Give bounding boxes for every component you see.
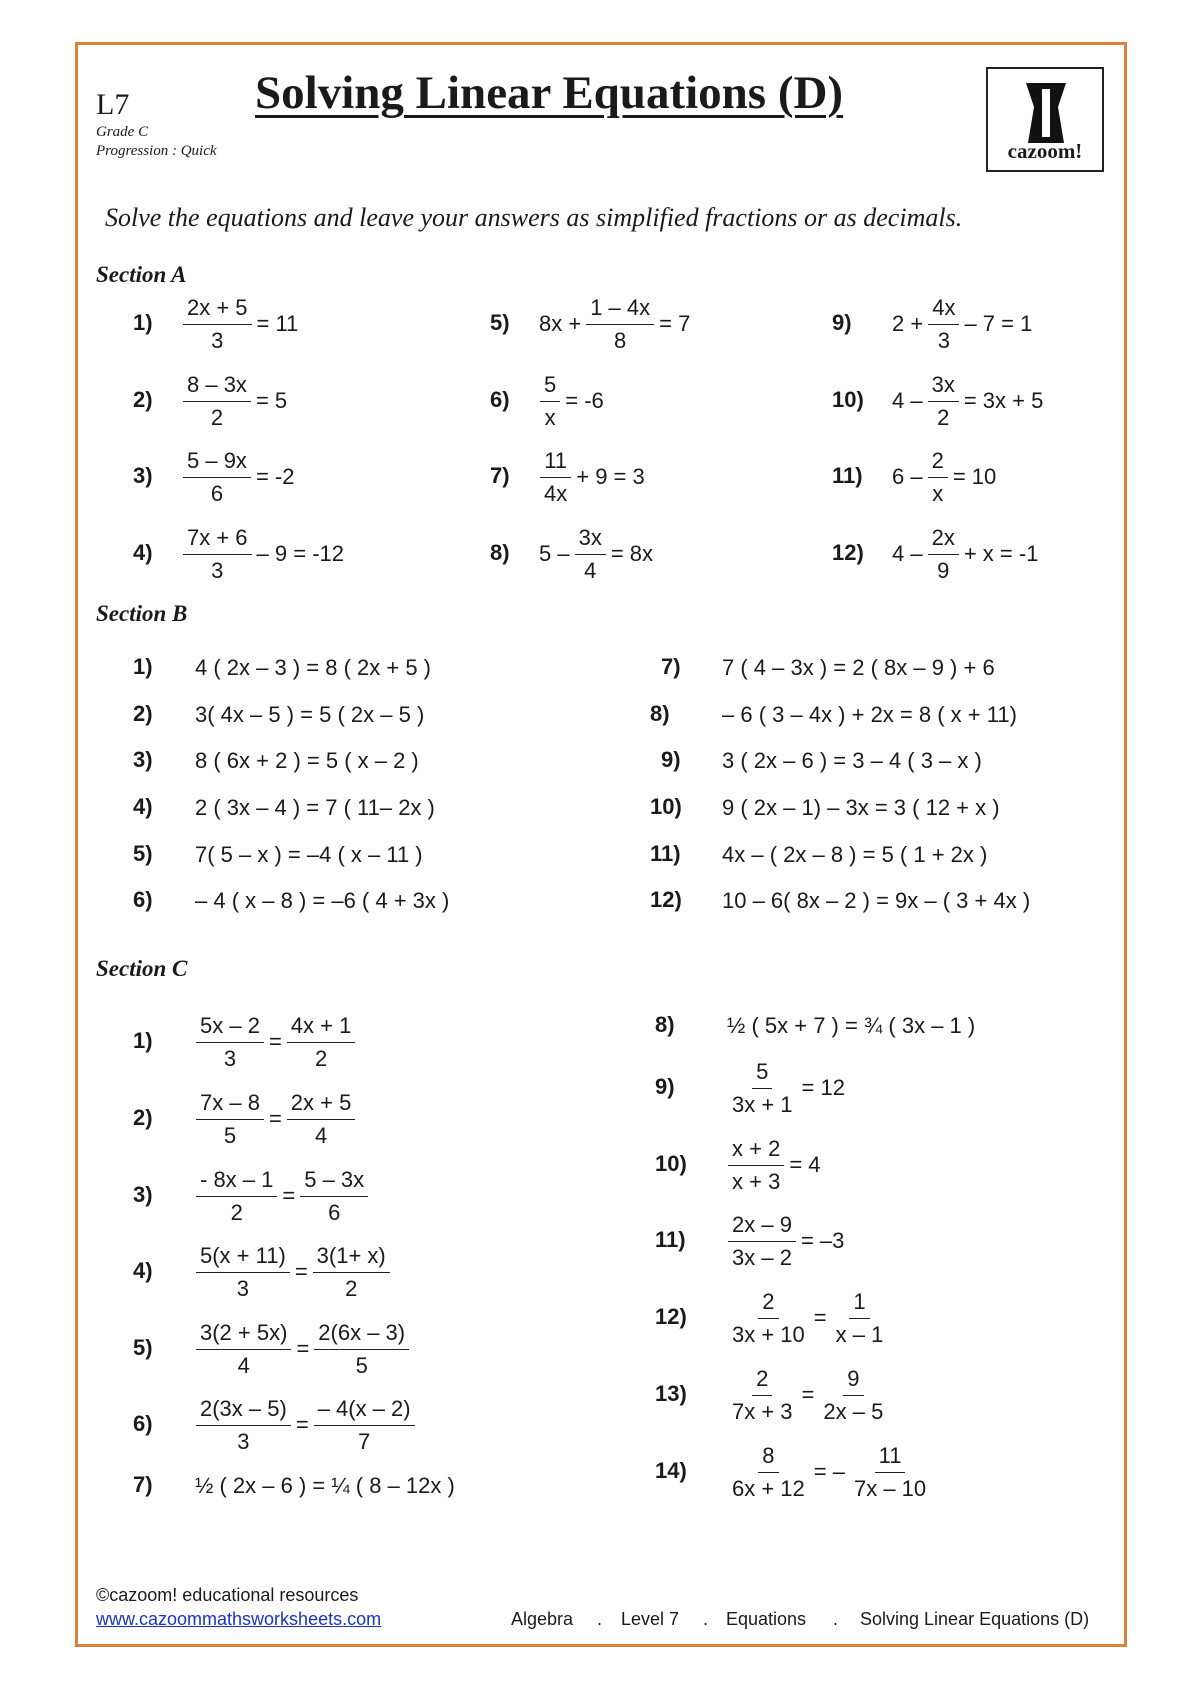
numerator: 7x + 6 [183,524,252,555]
section-b-question-number: 2) [133,701,153,726]
page-title: Solving Linear Equations (D) [255,67,844,119]
section-c-equation [725,1133,823,1197]
footer-level: Level 7 [621,1609,680,1629]
section-b-heading: Section B [96,601,188,626]
denominator: 2x – 5 [823,1398,884,1424]
section-c-question-number: 4) [133,1258,153,1283]
section-a-question-number: 7) [490,463,510,488]
fraction [540,447,571,508]
section-c-equation [193,1164,371,1228]
denominator: 3 [223,1045,237,1071]
numerator: 2 [758,1288,778,1319]
equation-text: + x = -1 [963,541,1039,566]
section-b-question-number: 4) [133,794,153,819]
section-a-question-number: 11) [832,463,863,488]
section-a-question-number: 4) [133,540,153,565]
section-a-equation [890,445,998,509]
fraction [728,1442,809,1503]
fraction [928,294,959,355]
denominator: 2 [230,1199,243,1225]
fraction [196,1319,291,1380]
section-c-question-number: 11) [655,1227,686,1252]
fraction [300,1166,368,1227]
numerator: 11 [875,1442,906,1473]
footer-dot: . [833,1609,839,1629]
denominator: 4 [314,1122,328,1148]
equation-text: 2 + [892,311,924,336]
numerator: 3x [575,524,606,555]
level-label: L7 [96,88,130,121]
footer-copyright: ©cazoom! educational resources [96,1585,359,1605]
equation-text: = 12 [801,1075,845,1100]
section-b-question-number: 3) [133,747,153,772]
equation-text: 4 – [892,541,923,566]
section-c-question-number: 9) [655,1074,675,1099]
denominator: x – 1 [835,1321,884,1347]
equation-text: ½ ( 5x + 7 ) = ¾ ( 3x – 1 ) [727,1013,976,1038]
numerator: 9 [843,1365,863,1396]
equation-text: = – [813,1459,845,1484]
fraction [183,524,252,585]
denominator: 3x + 1 [732,1091,793,1117]
equation-text: = [294,1259,308,1284]
section-b-question-number: 5) [133,841,153,866]
equation-text: = 11 [256,311,299,336]
equation-text: ½ ( 2x – 6 ) = ¼ ( 8 – 12x ) [195,1473,455,1498]
denominator: 6 [328,1199,341,1225]
denominator: 7 [358,1428,371,1454]
numerator: 4x [928,294,959,325]
footer-topic: Algebra [511,1609,574,1629]
fraction [314,1319,409,1380]
numerator: 2(3x – 5) [196,1395,291,1426]
fraction [728,1135,784,1196]
grade-label: Grade C [96,124,149,140]
equation-text: 5 – [539,541,570,566]
fraction [819,1365,887,1426]
footer-dot: . [703,1609,709,1629]
equation-text: = 3x + 5 [963,388,1044,413]
section-c-question-number: 5) [133,1335,153,1360]
denominator: 6x + 12 [732,1475,805,1501]
fraction [850,1442,930,1503]
equation-text: 10 – 6( 8x – 2 ) = 9x – ( 3 + 4x ) [722,888,1031,913]
denominator: 2 [210,404,224,430]
numerator: 5x – 2 [196,1012,264,1043]
fraction [314,1395,415,1456]
numerator: 2(6x – 3) [314,1319,409,1350]
numerator: 8 [758,1442,778,1473]
section-c-question-number: 12) [655,1304,687,1329]
fraction [196,1166,277,1227]
section-a-equation [890,369,1045,433]
section-a-question-number: 9) [832,310,852,335]
numerator: 5(x + 11) [196,1242,290,1273]
section-b-equation [193,869,451,933]
section-a-equation [537,369,606,433]
denominator: 4 [237,1352,250,1378]
equation-text: 8 ( 6x + 2 ) = 5 ( x – 2 ) [195,748,419,773]
section-a-question-number: 12) [832,540,864,565]
equation-text: = [268,1106,282,1131]
section-c-question-number: 6) [133,1411,153,1436]
instructions: Solve the equations and leave your answers as simplified fractions or as decimals. [105,203,963,232]
equation-text: = -6 [565,388,604,413]
fraction [196,1089,264,1150]
cazoom-logo-icon [1020,81,1072,145]
equation-text: = [296,1336,310,1361]
fraction [313,1242,390,1303]
section-a-equation [537,445,647,509]
section-c-question-number: 13) [655,1381,687,1406]
section-c-equation [725,1286,890,1350]
numerator: 5 – 3x [300,1166,368,1197]
fraction [586,294,654,355]
section-a-equation [180,445,296,509]
footer-dot: . [597,1609,603,1629]
section-c-equation [725,1363,890,1427]
section-c-question-number: 3) [133,1182,153,1207]
numerator: 4x + 1 [287,1012,356,1043]
equation-text: = [813,1305,827,1330]
section-a-equation [537,522,655,586]
footer-strand: Equations [726,1609,807,1629]
denominator: 3 [236,1275,250,1301]
section-c-equation [725,1209,846,1273]
fraction [183,447,251,508]
fraction [728,1058,797,1119]
denominator: 3 [211,557,224,583]
section-a-equation [180,369,289,433]
equation-text: = 8x [610,541,654,566]
fraction [196,1012,264,1073]
section-b-question-number: 1) [133,654,153,679]
section-c-question-number: 10) [655,1151,687,1176]
equation-text: = -2 [255,464,295,489]
equation-text: = 7 [659,311,691,336]
section-c-question-number: 1) [133,1028,153,1053]
logo-text: cazoom! [1007,139,1083,163]
section-c-equation [193,1454,457,1518]
section-b-question-number: 10) [650,794,682,819]
numerator: 3(2 + 5x) [196,1319,291,1350]
equation-text: = 4 [789,1152,821,1177]
equation-text: 2 ( 3x – 4 ) = 7 ( 11– 2x ) [195,795,435,820]
section-b-question-number: 11) [650,841,681,866]
fraction [287,1089,356,1150]
fraction [287,1012,356,1073]
equation-text: = 10 [952,464,997,489]
section-c-equation [193,1010,358,1074]
equation-text: – 9 = -12 [256,541,344,566]
footer-sheet-name: Solving Linear Equations (D) [860,1609,1090,1629]
equation-text: 7 ( 4 – 3x ) = 2 ( 8x – 9 ) + 6 [722,655,995,680]
numerator: 11 [540,447,571,478]
section-a-question-number: 8) [490,540,510,565]
section-a-equation [890,522,1040,586]
equation-text: = –3 [800,1228,845,1253]
denominator: 2 [314,1045,328,1071]
numerator: 1 [849,1288,869,1319]
denominator: 5 [355,1352,368,1378]
section-b-question-number: 8) [650,701,670,726]
denominator: 4 [584,557,597,583]
numerator: 2 [752,1365,772,1396]
fraction [196,1395,291,1456]
section-c-equation [725,994,977,1058]
numerator: 3(1+ x) [313,1242,390,1273]
fraction [928,447,948,508]
numerator: x + 2 [728,1135,784,1166]
fraction [728,1288,809,1349]
section-a-question-number: 2) [133,387,153,412]
numerator: 2x + 5 [183,294,252,325]
equation-text: = [801,1382,815,1407]
section-a-question-number: 1) [133,310,153,335]
section-a-equation [537,292,692,356]
fraction [183,294,252,355]
denominator: x + 3 [732,1168,781,1194]
denominator: 2 [937,404,950,430]
denominator: 9 [937,557,950,583]
equation-text: – 7 = 1 [964,311,1033,336]
section-c-heading: Section C [96,956,188,981]
equation-text: – 6 ( 3 – 4x ) + 2x = 8 ( x + 11) [722,702,1017,727]
section-b-question-number: 6) [133,887,153,912]
section-a-equation [180,292,300,356]
section-c-equation [193,1087,358,1151]
equation-text: 4 ( 2x – 3 ) = 8 ( 2x + 5 ) [195,655,431,680]
fraction [540,371,560,432]
denominator: 7x + 3 [732,1398,793,1424]
numerator: – 4(x – 2) [314,1395,415,1426]
section-a-heading: Section A [96,262,187,287]
numerator: 5 [540,371,560,402]
denominator: 6 [210,480,224,506]
footer-website-link[interactable]: www.cazoommathsworksheets.com [96,1609,382,1629]
equation-text: = [268,1029,282,1054]
section-c-question-number: 7) [133,1472,153,1497]
denominator: 3 [211,327,224,353]
section-b-question-number: 9) [661,747,681,772]
section-c-equation [193,1240,393,1304]
section-b-question-number: 12) [650,887,682,912]
numerator: 3x [928,371,959,402]
fraction [183,371,251,432]
denominator: x [932,480,944,506]
numerator: 2 [928,447,948,478]
cazoom-logo [986,67,1104,172]
denominator: 5 [223,1122,237,1148]
denominator: 3 [937,327,950,353]
section-a-question-number: 6) [490,387,510,412]
equation-text: 9 ( 2x – 1) – 3x = 3 ( 12 + x ) [722,795,1000,820]
section-b-question-number: 7) [661,654,681,679]
denominator: 3 [237,1428,250,1454]
progression-label: Progression : Quick [96,143,217,159]
fraction [575,524,606,585]
equation-text: 4 – [892,388,923,413]
section-c-equation [725,1440,933,1504]
equation-text: 3 ( 2x – 6 ) = 3 – 4 ( 3 – x ) [722,748,982,773]
numerator: - 8x – 1 [196,1166,277,1197]
numerator: 2x [928,524,959,555]
section-a-equation [890,292,1034,356]
denominator: 3x – 2 [732,1244,792,1270]
section-a-question-number: 3) [133,463,153,488]
section-c-equation [193,1393,418,1457]
equation-text: 8x + [539,311,582,336]
section-c-question-number: 8) [655,1012,675,1037]
equation-text: = 5 [255,388,288,413]
numerator: 2x – 9 [728,1211,796,1242]
denominator: 7x – 10 [853,1475,927,1501]
section-b-equation [720,869,1032,933]
denominator: x [544,404,556,430]
section-c-question-number: 2) [133,1105,153,1130]
section-c-question-number: 14) [655,1458,687,1483]
denominator: 4x [544,480,568,506]
fraction [728,1211,796,1272]
numerator: 7x – 8 [196,1089,264,1120]
numerator: 2x + 5 [287,1089,356,1120]
fraction [832,1288,888,1349]
section-c-equation [193,1317,412,1381]
equation-text: 4x – ( 2x – 8 ) = 5 ( 1 + 2x ) [722,842,988,867]
section-c-equation [725,1056,847,1120]
section-a-question-number: 10) [832,387,864,412]
fraction [928,371,959,432]
equation-text: = [295,1412,309,1437]
equation-text: – 4 ( x – 8 ) = –6 ( 4 + 3x ) [195,888,450,913]
equation-text: = [282,1183,296,1208]
numerator: 5 [752,1058,772,1089]
numerator: 8 – 3x [183,371,251,402]
equation-text: 6 – [892,464,923,489]
section-a-question-number: 5) [490,310,510,335]
numerator: 5 – 9x [183,447,251,478]
equation-text: 3( 4x – 5 ) = 5 ( 2x – 5 ) [195,702,425,727]
numerator: 1 – 4x [586,294,654,325]
denominator: 8 [614,327,627,353]
fraction [928,524,959,585]
equation-text: 7( 5 – x ) = –4 ( x – 11 ) [195,842,423,867]
equation-text: + 9 = 3 [576,464,645,489]
denominator: 3x + 10 [732,1321,805,1347]
denominator: 2 [345,1275,358,1301]
section-a-equation [180,522,346,586]
fraction [196,1242,290,1303]
fraction [728,1365,797,1426]
